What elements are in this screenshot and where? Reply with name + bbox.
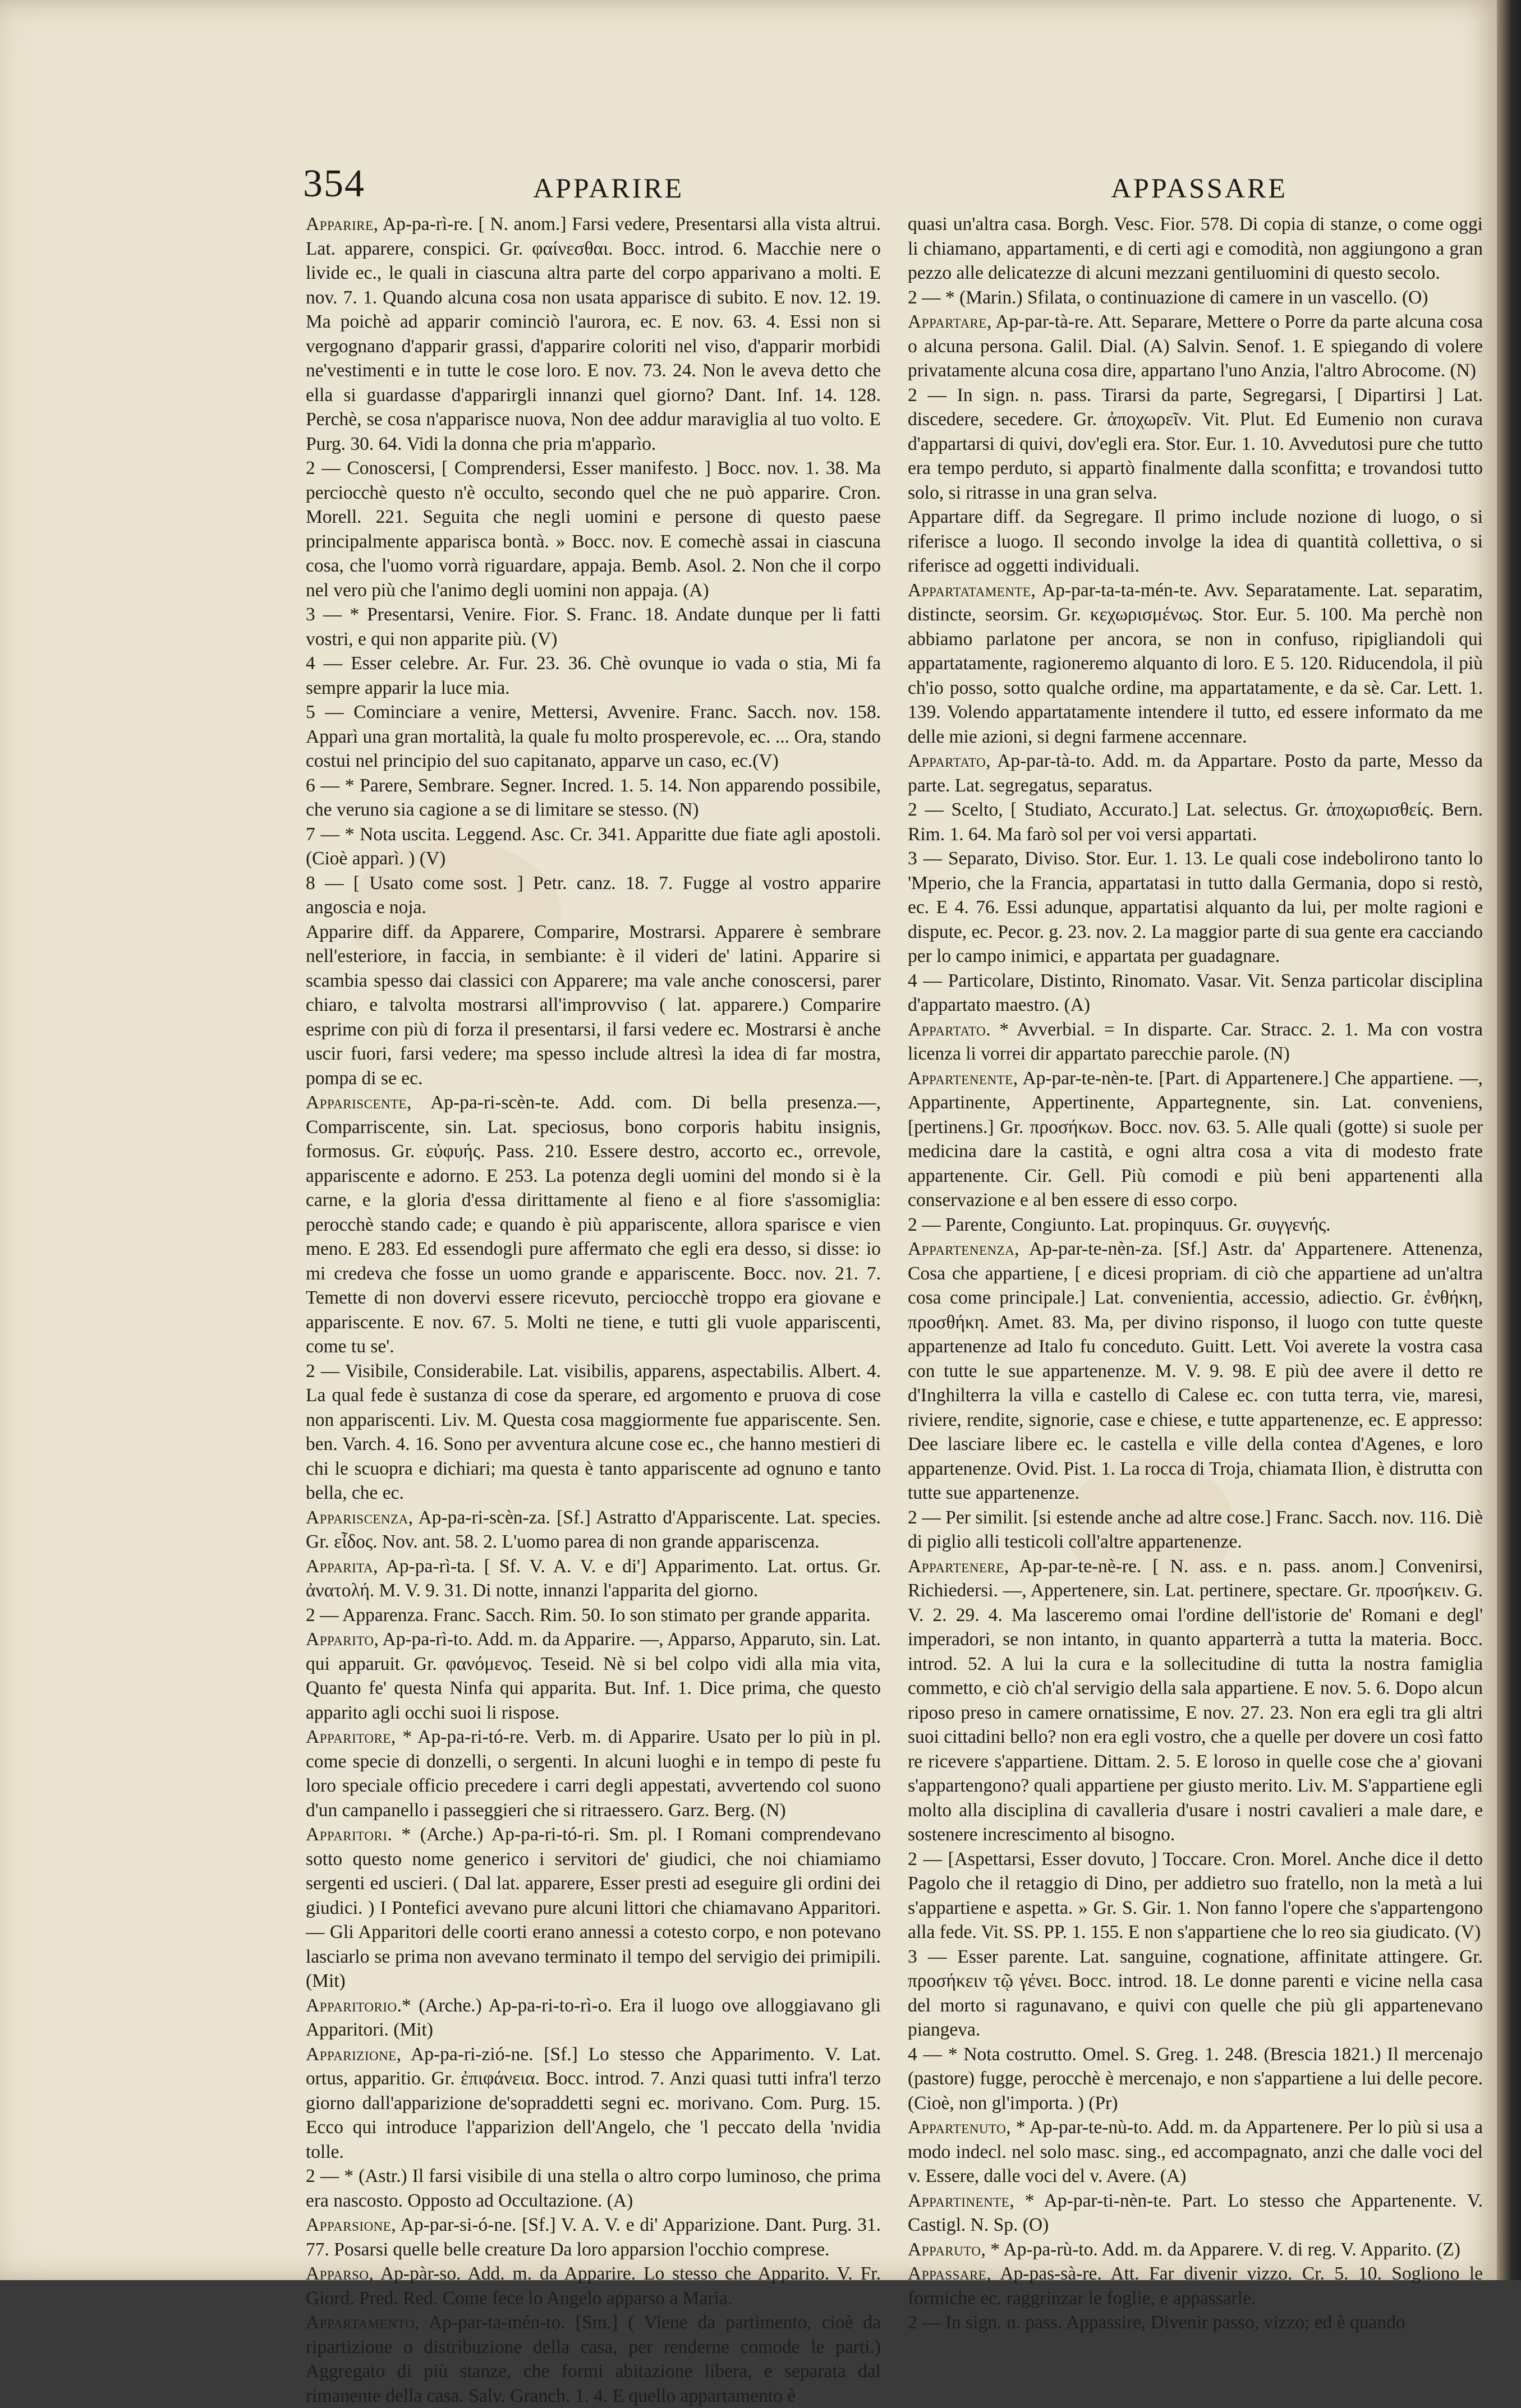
dictionary-entry (306, 920, 881, 1091)
entry-text: , Ap-par-tà-re. Att. Separare, Mettere o Porre da parte alcuna cosa o alcuna persona. Galil. Dial. (A) Salvin. Senof. 1. E spiegando di volere privatamente alcuna cosa dire, appartano l'uno Anzia, l'altro Abrocome. (N) (908, 311, 1483, 381)
entry-headword: Apparso (306, 2263, 369, 2284)
right-column (908, 212, 1483, 2333)
entry-text: , Ap-par-te-nèn-te. [Part. di Appartenere.] Che appartiene. —, Appartinente, Appertinente, Appartegnente, sin. Lat. conveniens, [pertinens.] Gr. προσήκων. Bocc. nov. 63. 5. Alle quali (gotte) si suole per medicina dare la castità, e ogni altra cosa a vita di modesto frate appartenente. Cir. Gell. Più comodi e più beni appartenenti alla conservazione e al ben essere di esso corpo. (908, 1067, 1483, 1210)
header-right-term: APPASSARE (1111, 172, 1288, 204)
dictionary-entry (306, 212, 881, 456)
entry-text: , Ap-pàr-so. Add. m. da Apparire. Lo stesso che Apparito. V. Fr. Giord. Pred. Red. Come fece lo Angelo apparso a Maria. (306, 2263, 881, 2309)
entry-text: 7 — * Nota uscita. Leggend. Asc. Cr. 341. Apparitte due fiate agli apostoli. (Cioè apparì. ) (V) (306, 823, 881, 869)
entry-text: , Ap-pa-ri-scèn-te. Add. com. Di bella presenza.—, Comparriscente, sin. Lat. speciosus, bono corporis habitu insignis, formosus. Gr. εὐφυής. Pass. 210. Essere destro, accorto ec., orrevole, appariscente e adorno. E 253. La potenza degli uomini del mondo si è la carne, e la gloria d'essa dirittamente al fieno e al fiore s'assomiglia: perocchè stando cade; e quando è più appariscente, allora sparisce e vien meno. E 283. Ed essendogli pure affermato che egli era desso, si disse: io mi credeva che fosse un uomo grande e appariscente. Bocc. nov. 21. 7. Temette di non dovervi essere ricevuto, perciocchè troppo era giovane e appariscente. E nov. 67. 5. Molti ne tiene, e tutti gli vuole appariscenti, come tu se'. (306, 1092, 881, 1357)
entry-headword: Apparire (306, 214, 374, 234)
dictionary-entry (908, 1237, 1483, 1505)
dictionary-entry (306, 1822, 881, 1993)
dictionary-entry (306, 1505, 881, 1554)
dictionary-entry (908, 212, 1483, 286)
dictionary-entry (908, 2042, 1483, 2116)
dictionary-entry (908, 749, 1483, 798)
entry-text: , Ap-pa-rì-re. [ N. anom.] Farsi vedere, Presentarsi alla vista altrui. Lat. apparere, conspici. Gr. φαίνεσθαι. Bocc. introd. 6. Macchie nere o livide ec., le quali in ciascuna altra parte del corpo apparivano a molti. E nov. 7. 1. Quando alcuna cosa non usata apparisce di subito. E nov. 12. 19. Ma poichè ad apparir cominciò l'aurora, ec. E nov. 63. 4. Essi non si vergognano d'apparir grassi, d'apparire coloriti nel viso, d'apparir morbidi ne'vestimenti e in tutte le cose loro. E nov. 73. 24. Non le aveva detto che ella si guardasse d'apparirgli innanzi quel giorno? Dant. Inf. 14. 128. Perchè, se cosa n'apparisce nuova, Non dee addur maraviglia al tuo volto. E Purg. 30. 64. Vidi la donna che pria m'apparìo. (306, 214, 881, 454)
entry-headword: Apparizione (306, 2043, 397, 2065)
entry-text: , * Ap-par-ti-nèn-te. Part. Lo stesso che Appartenente. V. Castigl. N. Sp. (O) (908, 2190, 1483, 2235)
entry-text: 2 — Parente, Congiunto. Lat. propinquus. Gr. συγγενής. (908, 1214, 1331, 1235)
dictionary-entry (908, 1213, 1483, 1237)
entry-headword: Apparita (306, 1555, 374, 1577)
entry-text: .* (Arche.) Ap-pa-ri-to-rì-o. Era il luogo ove alloggiavano gli Apparitori. (Mit) (306, 1995, 881, 2040)
entry-text: Appartare diff. da Segregare. Il primo include nozione di luogo, o si riferisce a luogo. Il secondo involge la idea di quantità collettiva, o si riferisce ad oggetti individuali. (908, 507, 1483, 576)
dictionary-entry (306, 2213, 881, 2262)
entry-text: , Ap-par-te-nèn-za. [Sf.] Astr. da' Appartenere. Attenenza, Cosa che appartiene, [ e dicesi propriam. di ciò che appartiene ad un'altra cosa come principale.] Lat. convenientia, accessio, adiectio. Gr. ἐνθήκη, προσθήκη. Amet. 83. Ma, per divino risponso, il luogo con tutte queste appartenenze ad Italo fu conceduto. Guitt. Lett. Voi averete la vostra casa con tutte le sue appartenenze. M. V. 9. 98. E più dee avere il detto re d'Inghilterra la villa e castello di Calese ec. con tutta terra, vie, maresi, riviere, rendite, signorie, case e chiese, e tutte appartenenze, ec. E appresso: Dee lasciare libere ec. le castella e ville della contea d'Agenes, e loro appartenenze. Ovid. Pist. 1. La rocca di Troja, chiamata Ilion, è distrutta con tutte sue appartenenze. (908, 1238, 1483, 1503)
entry-headword: Appariscente (306, 1092, 407, 1113)
entry-text: 8 — [ Usato come sost. ] Petr. canz. 18. 7. Fugge al vostro apparire angoscia e noja. (306, 872, 881, 918)
entry-text: , Ap-par-tà-to. Add. m. da Appartare. Posto da parte, Messo da parte. Lat. segregatus, separatus. (908, 751, 1483, 796)
entry-text: , * Ap-pa-ri-tó-re. Verb. m. di Apparire. Usato per lo più in pl. come specie di donzelli, o sergenti. In alcuni luoghi e in tempo di peste fu loro speciale officio precedere i carri degli appestati, avvertendo col suono d'un campanello i passeggieri che si ritraessero. Garz. Berg. (N) (306, 1726, 881, 1821)
entry-headword: Appartato (908, 1019, 986, 1040)
dictionary-entry (306, 822, 881, 871)
entry-headword: Appartare (908, 311, 987, 332)
entry-headword: Appartenuto (908, 2117, 1007, 2138)
dictionary-entry (306, 1627, 881, 1725)
dictionary-entry (908, 846, 1483, 969)
dictionary-entry (908, 578, 1483, 749)
entry-headword: Appartinente (908, 2190, 1010, 2211)
dictionary-entry (908, 2310, 1483, 2335)
entry-headword: Apparito (306, 1629, 374, 1650)
entry-headword: Appartenere (908, 1555, 1004, 1577)
dictionary-entry (908, 969, 1483, 1017)
entry-headword: Appassare (908, 2263, 987, 2284)
dictionary-entry (908, 2189, 1483, 2237)
dictionary-entry (908, 1945, 1483, 2042)
entry-text: , Ap-par-ta-ta-mén-te. Avv. Separatamente. Lat. separatim, distincte, seorsim. Gr. κεχωρισμένως. Stor. Eur. 5. 100. Ma perchè non abbiamo parlatone per ancora, se non in confuso, ripigliandoli qui appartatamente, ragioneremo alquanto di loro. E 5. 120. Riducendola, il più ch'io posso, sotto qualche ordine, ma appartatamente, e da sè. Car. Lett. 1. 139. Volendo appartatamente intendere il tutto, ed essere informato da me delle mie azioni, si degni farmene accennare. (908, 579, 1483, 747)
dictionary-entry (306, 1554, 881, 1603)
dictionary-entry (908, 2115, 1483, 2189)
entry-headword: Appartato (908, 751, 986, 771)
entry-text: 2 — Visibile, Considerabile. Lat. visibilis, apparens, aspectabilis. Albert. 4. La qual fede è sustanza di cose da sperare, ed argomento e pruova di cose non appariscenti. Liv. M. Questa cosa maggiormente fue appariscente. Sen. ben. Varch. 4. 16. Sono per avventura alcune cose ec., che hanno mestieri di chi le scuopra e dichiari; ma questa è tanto appariscente ad ognuno e tanto bella, che ec. (306, 1360, 881, 1503)
entry-headword: Appartenente (908, 1067, 1013, 1089)
page-number: 354 (303, 162, 365, 205)
entry-text: , Ap-pa-ri-scèn-za. [Sf.] Astratto d'Appariscente. Lat. species. Gr. εἶδος. Nov. ant. 58. 2. L'uomo parea di non grande appariscenza. (306, 1507, 881, 1552)
dictionary-entry (908, 2262, 1483, 2310)
dictionary-entry (306, 2262, 881, 2310)
entry-headword: Appartenenza (908, 1238, 1015, 1259)
entry-text: 2 — Apparenza. Franc. Sacch. Rim. 50. Io son stimato per grande apparita. (306, 1604, 871, 1626)
dictionary-entry (306, 651, 881, 700)
entry-text: . * Avverbial. = In disparte. Car. Stracc. 2. 1. Ma con vostra licenza li vorrei dir appartato parecchie parole. (N) (908, 1019, 1483, 1064)
entry-headword: Appartamento (306, 2312, 415, 2333)
header-left-term: APPARIRE (533, 172, 684, 204)
entry-text: , Ap-pa-rì-ta. [ Sf. V. A. V. e di'] Apparimento. Lat. ortus. Gr. ἀνατολή. M. V. 9. 31. Di notte, innanzi l'apparita del giorno. (306, 1555, 881, 1601)
entry-text: , Ap-pa-ri-zió-ne. [Sf.] Lo stesso che Apparimento. V. Lat. ortus, apparitio. Gr. ἐπιφάνεια. Bocc. introd. 7. Anzi quasi tutti infra'l terzo giorno dall'apparizione de'sopraddetti segni ec. morivano. Com. Purg. 15. Ecco qui introduce l'apparizion dell'Angelo, che 'l peccato della 'nvidia tolle. (306, 2043, 881, 2162)
dictionary-entry (908, 1017, 1483, 1066)
dictionary-entry (908, 383, 1483, 505)
entry-text: 3 — Separato, Diviso. Stor. Eur. 1. 13. Le quali cose indebolirono tanto lo 'Mperio, che la Francia, appartatasi in tutto dalla Germania, dopo si restò, ec. E 4. 76. Essi adunque, appartatisi alquanto da lui, per molte ragioni e dispute, ec. Pecor. g. 23. nov. 2. La maggior parte di sua gente era cacciando per lo campo inimici, e appartata per guadagnare. (908, 848, 1483, 966)
dictionary-entry (306, 1725, 881, 1822)
entry-text: 4 — Esser celebre. Ar. Fur. 23. 36. Chè ovunque io vada o stia, Mi fa sempre apparir la luce mia. (306, 653, 881, 698)
left-column (306, 212, 881, 2406)
entry-text: 4 — Particolare, Distinto, Rinomato. Vasar. Vit. Senza particolar disciplina d'appartato maestro. (A) (908, 970, 1483, 1015)
entry-text: 2 — Per similit. [si estende anche ad altre cose.] Franc. Sacch. nov. 116. Diè di piglio alli testicoli coll'altre appartenenze. (908, 1507, 1483, 1552)
dictionary-entry (908, 1554, 1483, 1847)
entry-text: , * Ap-pa-rù-to. Add. m. da Apparere. V. di reg. V. Apparito. (Z) (981, 2239, 1460, 2260)
dictionary-entry (908, 505, 1483, 578)
entry-text: , Ap-par-ta-mén-to. [Sm.] ( Viene da partimento, cioè da ripartizione o distribuzione della casa, per renderne comode le parti.) Aggregato di più stanze, che formi abitazione libera, e separata dal rimanente della casa. Salv. Granch. 1. 4. E quello appartamento è (306, 2312, 881, 2406)
dictionary-entry (908, 2237, 1483, 2262)
entry-text: , Ap-pas-sà-re. Att. Far divenir vizzo. Cr. 5. 10. Sogliono le formiche ec. raggrinzar le foglie, e appassarle. (908, 2263, 1483, 2309)
dictionary-entry (908, 286, 1483, 310)
dictionary-entry (908, 1066, 1483, 1213)
dictionary-entry (306, 2164, 881, 2213)
entry-text: . * (Arche.) Ap-pa-ri-tó-ri. Sm. pl. I Romani comprendevano sotto questo nome generico i servitori de' giudici, che noi chiamiamo sergenti ed uscieri. ( Dal lat. apparere, Esser presti ad eseguire gli ordini dei giudici. ) I Pontefici avevano pure alcuni littori che chiamavano Apparitori. — Gli Apparitori delle coorti erano annessi a cotesto corpo, e non potevano lasciarlo se prima non avevano terminato il tempo del servigio dei primipili. (Mit) (306, 1824, 881, 1991)
entry-text: 2 — In sign. n. pass. Tirarsi da parte, Segregarsi, [ Dipartirsi ] Lat. discedere, secedere. Gr. ἀποχωρεῖν. Vit. Plut. Ed Eumenio non curava d'appartarsi di quivi, dov'egli era. Stor. Eur. 1. 10. Avvedutosi pure che tutto era tempo perduto, si appartò finalmente dalla sconfitta; e trovandosi tutto solo, si ritrasse in una gran selva. (908, 384, 1483, 503)
entry-text: 3 — Esser parente. Lat. sanguine, cognatione, affinitate attingere. Gr. προσήκειν τῷ γένει. Bocc. introd. 18. Le donne parenti e vicine nella casa del morto si ragunavano, e quivi con quelle che più gli appartenevano piangeva. (908, 1946, 1483, 2040)
dictionary-entry (908, 798, 1483, 846)
dictionary-entry (306, 1603, 881, 1628)
entry-text: 6 — * Parere, Sembrare. Segner. Incred. 1. 5. 14. Non apparendo possibile, che veruno sia cagione a se di limitare se stesso. (N) (306, 775, 881, 820)
entry-text: 4 — * Nota costrutto. Omel. S. Greg. 1. 248. (Brescia 1821.) Il mercenajo (pastore) fugge, perocchè è mercenajo, e non s'appartiene a lui delle pecore. (Cioè, non gl'importa. ) (Pr) (908, 2043, 1483, 2114)
dictionary-entry (306, 456, 881, 602)
entry-headword: Apparitore (306, 1726, 391, 1747)
entry-text: , Ap-par-si-ó-ne. [Sf.] V. A. V. e di' Apparizione. Dant. Purg. 31. 77. Posarsi quelle belle creature Da loro apparsion l'occhio comprese. (306, 2214, 881, 2260)
dictionary-entry (306, 871, 881, 920)
running-header (303, 162, 1414, 205)
dictionary-entry (306, 1090, 881, 1359)
entry-headword: Apparitori (306, 1824, 388, 1845)
entry-headword: Apparitorio (306, 1995, 397, 2016)
page-edge-shadow (1497, 0, 1521, 2280)
entry-text: , Ap-pa-rì-to. Add. m. da Apparire. —, Apparso, Apparuto, sin. Lat. qui apparuit. Gr. φανόμενος. Teseid. Nè si bel colpo vidi alla mia vita, Quanto fe' questa Ninfa qui apparita. But. Inf. 1. Dice prima, che questo apparito agli occhi suoi li rispose. (306, 1629, 881, 1723)
entry-text: 3 — * Presentarsi, Venire. Fior. S. Franc. 18. Andate dunque per li fatti vostri, e qui non apparite più. (V) (306, 604, 881, 650)
dictionary-entry (306, 773, 881, 822)
dictionary-entry (908, 1505, 1483, 1554)
entry-text: 2 — * (Marin.) Sfilata, o continuazione di camere in un vascello. (O) (908, 287, 1428, 308)
entry-text: 2 — In sign. n. pass. Appassire, Divenir passo, vizzo; ed è quando (908, 2312, 1405, 2333)
entry-headword: Apparsione (306, 2214, 392, 2235)
entry-text: , Ap-par-te-nè-re. [ N. ass. e n. pass. anom.] Convenirsi, Richiedersi. —, Appertenere, sin. Lat. pertinere, spectare. Gr. προσήκειν. G. V. 2. 29. 4. Ma lasceremo omai l'ordine dell'istorie de' Romani e degl' imperadori, se non intanto, in quanto apparterrà a tutta la materia. Bocc. introd. 52. A lui la cura e la sollecitudine di tutta la nostra famiglia commetto, e ciò ch'al servigio della sala appartiene. E nov. 5. 6. Dopo alcun riposo preso in camere ornatissime, E nov. 27. 23. Non era egli tra gli altri suoi cittadini bello? non era egli vostro, che a quelle per dovere un così fatto re ricevere s'appartiene. Dittam. 2. 5. E loroso in quelle cose che a' giovani s'appartengono? quali appartiene per giusto merito. Liv. M. S'appartiene egli molto alla disciplina di cavalleria d'usare i nostri cavalieri a male dare, e sostenere increscimento al bisogno. (908, 1555, 1483, 1845)
dictionary-entry (306, 602, 881, 651)
entry-text: quasi un'altra casa. Borgh. Vesc. Fior. 578. Di copia di stanze, o come oggi li chiamano, appartamenti, e di certi agi e comodità, non aggiungono a gran pezzo alle delicatezze di alcuni mezzani gentiluomini di questo secolo. (908, 214, 1483, 283)
entry-text: 2 — * (Astr.) Il farsi visibile di una stella o altro corpo luminoso, che prima era nascosto. Opposto ad Occultazione. (A) (306, 2166, 881, 2211)
entry-text: 5 — Cominciare a venire, Mettersi, Avvenire. Franc. Sacch. nov. 158. Apparì una gran mortalità, la quale fu molto prosperevole, ec. ... Ora, stando costui nel principio del suo capitanato, apparve un caso, ec.(V) (306, 702, 881, 771)
dictionary-entry (908, 310, 1483, 383)
entry-text: 2 — Scelto, [ Studiato, Accurato.] Lat. selectus. Gr. ἀποχωρισθείς. Bern. Rim. 1. 64. Ma farò sol per voi versi appartati. (908, 799, 1483, 845)
entry-text: 2 — [Aspettarsi, Esser dovuto, ] Toccare. Cron. Morel. Anche dice il detto Pagolo che il retaggio di Dino, per addietro suo fratello, non la metà a lui s'appartiene e aspetta. » Gr. S. Gir. 1. Non fanno l'opere che s'appartengono alla fede. Vit. SS. PP. 1. 155. E non s'appartiene che lo reo sia giudicato. (V) (908, 1848, 1483, 1942)
entry-headword: Apparuto (908, 2239, 981, 2260)
dictionary-entry (306, 2310, 881, 2408)
entry-text: , * Ap-par-te-nù-to. Add. m. da Appartenere. Per lo più si usa a modo indecl. nel solo masc. sing., ed accompagnato, anzi che dalle voci del v. Essere, dalle voci del v. Avere. (A) (908, 2117, 1483, 2186)
dictionary-entry (306, 1993, 881, 2042)
entry-text: Apparire diff. da Apparere, Comparire, Mostrarsi. Apparere è sembrare nell'esteriore, in faccia, in sembiante: è il videri de' latini. Apparire si scambia spesso dai classici con Apparere; ma vale anche conoscersi, parer chiaro, e talvolta mostrarsi all'improvviso ( lat. apparere.) Comparire esprime con più di forza il presentarsi, il farsi vedere ec. Mostrarsi è anche uscir fuori, farsi vedere; ma spesso include altresì la idea di far mostra, pompa di se ec. (306, 921, 881, 1089)
dictionary-entry (306, 1359, 881, 1505)
dictionary-entry (306, 2042, 881, 2165)
entry-headword: Appariscenza (306, 1507, 408, 1528)
dictionary-entry (306, 700, 881, 773)
entry-text: 2 — Conoscersi, [ Comprendersi, Esser manifesto. ] Bocc. nov. 1. 38. Ma perciocchè questo n'è occulto, secondo quel che ne può apparire. Cron. Morell. 221. Seguita che negli uomini e persone di questo paese principalmente apparisca bontà. » Bocc. nov. E comechè assai in ciascuna cosa, che l'uomo vorrà riguardare, appaja. Bemb. Asol. 2. Non che il corpo nel vero più che l'animo degli uomini non appaja. (A) (306, 458, 881, 601)
entry-headword: Appartatamente (908, 579, 1031, 601)
dictionary-entry (908, 1847, 1483, 1945)
